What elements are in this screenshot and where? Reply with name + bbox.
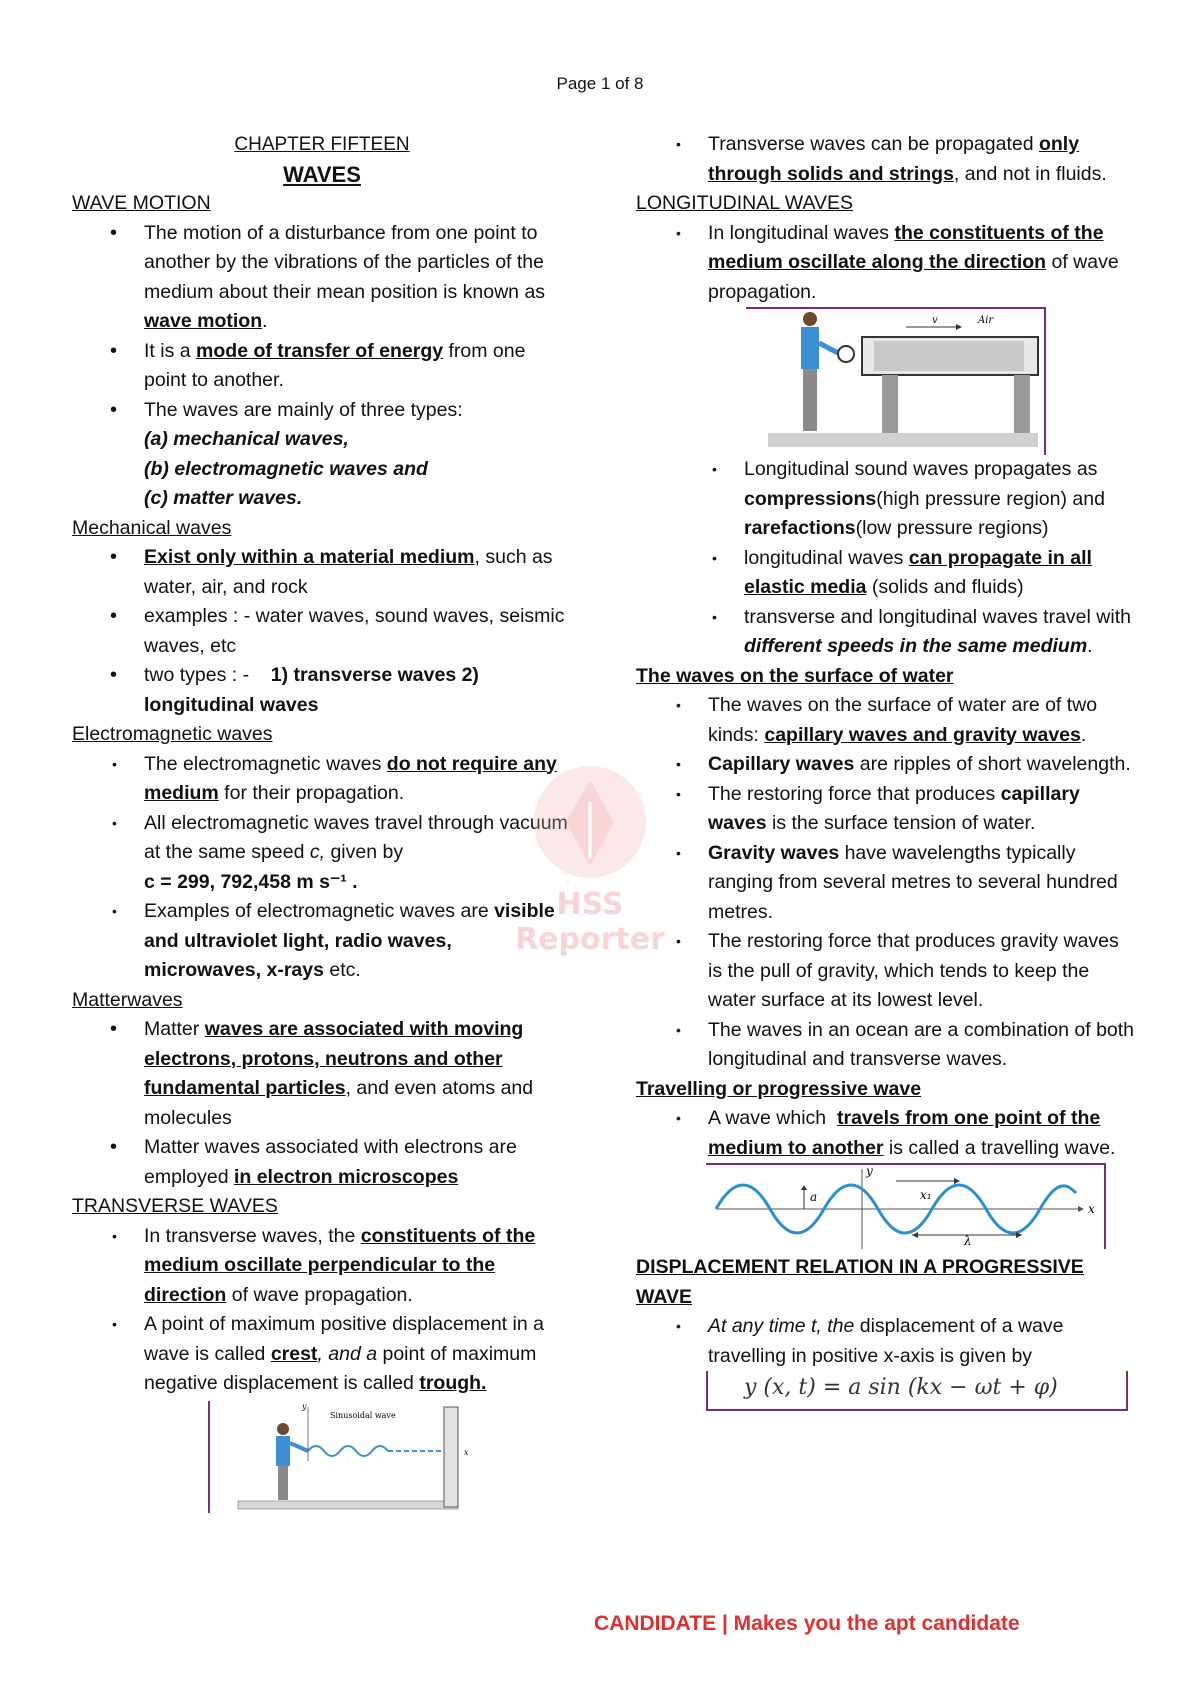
list-item: • Transverse waves can be propagated only through solids and strings, and not in fluids. (708, 130, 1136, 189)
wave-type-b: (b) electromagnetic waves and (144, 457, 428, 480)
list-item: • Examples of electromagnetic waves are visible and ultraviolet light, radio waves, microwaves, x-rays etc. (144, 897, 572, 986)
watermark-text: HSS Reporter (515, 887, 665, 957)
right-column (636, 130, 1136, 1411)
wave-type-c: (c) matter waves. (144, 487, 303, 509)
heading-longitudinal: LONGITUDINAL WAVES (636, 192, 854, 214)
list-item: • All electromagnetic waves travel through vacuum at the same speed c, given by c = 299, 792,458 m s⁻¹ . (144, 809, 572, 898)
transverse-wave-figure (208, 1401, 572, 1513)
list-item: • The waves on the surface of water are of two kinds: capillary waves and gravity waves. (708, 691, 1136, 750)
equation-box (706, 1371, 1128, 1411)
list-item: • In transverse waves, the constituents of the medium oscillate perpendicular to the direction of wave propagation. (144, 1222, 572, 1311)
footer-tagline: CANDIDATE | Makes you the apt candidate (594, 1612, 1020, 1635)
list-item: • In longitudinal waves the constituents of the medium oscillate along the direction of wave propagation. (708, 219, 1136, 308)
list-item: • transverse and longitudinal waves travel with different speeds in the same medium. (744, 603, 1136, 662)
transverse-wave-illustration (208, 1401, 478, 1513)
list-item: • Gravity waves have wavelengths typically ranging from several metres to several hundred metres. (708, 839, 1136, 928)
page-number: Page 1 of 8 (556, 74, 644, 93)
list-item: • The waves in an ocean are a combination of both longitudinal and transverse waves. (708, 1016, 1136, 1075)
figure-lambda-label: λ (964, 1234, 972, 1248)
heading-matter: Matterwaves (72, 988, 183, 1011)
heading-wave-motion: WAVE MOTION (72, 192, 211, 214)
figure-air-label: Air (978, 315, 994, 326)
longitudinal-wave-figure (746, 307, 1136, 455)
figure-x-label: x (464, 1447, 469, 1457)
heading-water-waves: The waves on the surface of water (636, 664, 954, 687)
figure-v-label: v (932, 315, 938, 326)
chapter-title: WAVES (283, 161, 361, 187)
figure-x1-label: x₁ (920, 1188, 932, 1202)
travelling-wave-figure (706, 1163, 1136, 1249)
list-item: • Longitudinal sound waves propagates as compressions(high pressure region) and rarefactions(low pressure regions) (744, 455, 1136, 544)
list-item: • It is a mode of transfer of energy from one point to another. (144, 337, 572, 396)
list-item: • The restoring force that produces gravity waves is the pull of gravity, which tends to keep the water surface at its lowest level. (708, 927, 1136, 1016)
list-item: • Matter waves are associated with moving electrons, protons, neutrons and other fundamental particles, and even atoms and molecules (144, 1015, 572, 1133)
watermark (490, 762, 690, 957)
matter-list (72, 1015, 572, 1192)
list-item: • longitudinal waves can propagate in all elastic media (solids and fluids) (744, 544, 1136, 603)
heading-mechanical: Mechanical waves (72, 516, 232, 539)
figure-y-label: y (302, 1401, 307, 1411)
displacement-list (636, 1312, 1136, 1371)
list-item: • The motion of a disturbance from one point to another by the vibrations of the particles of the medium about their mean position is known as wave motion. (144, 219, 572, 337)
figure-y-label: y (866, 1164, 873, 1178)
water-list (636, 691, 1136, 1075)
heading-transverse: TRANSVERSE WAVES (72, 1195, 278, 1217)
list-item: • At any time t, the displacement of a wave travelling in positive x-axis is given by (708, 1312, 1136, 1371)
wave-type-a: (a) mechanical waves, (144, 428, 349, 450)
displacement-equation: y (x, t) = a sin (kx − ωt + φ) (744, 1375, 1058, 1400)
list-item: • Capillary waves are ripples of short wavelength. (708, 750, 1136, 780)
longitudinal-list (636, 219, 1136, 308)
figure-x-label: x (1088, 1202, 1095, 1216)
chapter-label: CHAPTER FIFTEEN (234, 134, 410, 155)
pen-nib-icon (530, 762, 650, 882)
heading-travelling: Travelling or progressive wave (636, 1077, 922, 1100)
list-item: • A point of maximum positive displacement in a wave is called crest, and a point of maximum negative displacement is called trough. (144, 1310, 572, 1399)
travelling-list (636, 1104, 1136, 1163)
transverse-cont-list (672, 130, 1136, 189)
speed-of-light: c = 299, 792,458 m s⁻¹ . (144, 870, 358, 893)
figure-amplitude-label: a (810, 1190, 818, 1204)
list-item: • examples : - water waves, sound waves, seismic waves, etc (144, 602, 572, 661)
wave-motion-list (72, 219, 572, 514)
list-item: • Matter waves associated with electrons are employed in electron microscopes (144, 1133, 572, 1192)
transverse-list (72, 1222, 572, 1399)
list-item: • The restoring force that produces capillary waves is the surface tension of water. (708, 780, 1136, 839)
heading-displacement: DISPLACEMENT RELATION IN A PROGRESSIVE WAVE (636, 1256, 1084, 1308)
list-item: • two types : - 1) transverse waves 2) longitudinal waves (144, 661, 572, 720)
list-item: • The electromagnetic waves do not require any medium for their propagation. (144, 750, 572, 809)
mechanical-list (72, 543, 572, 720)
figure-caption: Sinusoidal wave (330, 1410, 396, 1420)
longitudinal-wave-illustration (746, 307, 1046, 455)
list-item: • The waves are mainly of three types: (a) mechanical waves, (b) electromagnetic waves and (c) matter waves. (144, 396, 572, 514)
list-item: • Exist only within a material medium, such as water, air, and rock (144, 543, 572, 602)
list-item: • A wave which travels from one point of the medium to another is called a travelling wave. (708, 1104, 1136, 1163)
heading-em: Electromagnetic waves (72, 723, 273, 745)
longitudinal-list-2 (636, 455, 1136, 662)
travelling-wave-plot (706, 1163, 1106, 1249)
